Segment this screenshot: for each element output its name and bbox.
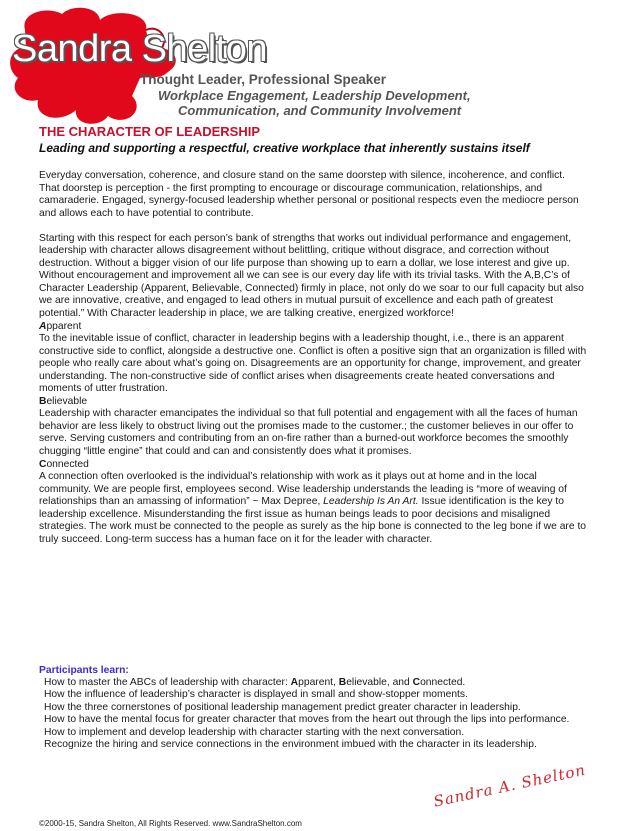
learning-list — [39, 677, 587, 751]
list-item: How to implement and develop leadership with character starting with the next conversation. — [44, 726, 465, 738]
connected-paragraph: A connection often overlooked is the individual’s relationship with work as it plays out at home and in the local community. We are people first, employees second. Wise leadership understands the leading is “more of weaving of relationships than an amassing of information” ~ Max Depree, Leadership Is An Art. Issue identification is the key to leadership excellence. Misunderstanding the first issue as human beings leads to poor decisions and misaligned strategies. The work must be connected to the people as surely as the hip bone is connected to the leg bone if we are to truly succeed. Long-term success has a human face on it for the leader with character. — [39, 471, 587, 545]
list-item: How to master the ABCs of leadership with character: Apparent, Believable, and Connected. — [44, 677, 466, 688]
intro-paragraph: Everyday conversation, coherence, and closure stand on the same doorstep with silence, incoherence, and conflict. That doorstep is perception - the first prompting to encourage or discourage communication, relationships, and camaraderie. Engaged, synergy-focused leadership whether personal or positional respects even the mediocre person and allows each to have potential to contribute. — [39, 170, 579, 219]
brand-name: Sandra Shelton — [12, 28, 267, 70]
connected-heading: Connected — [39, 458, 89, 470]
believable-paragraph: Leadership with character emancipates the individual so that full potential and engagement with all the faces of human behavior are less likely to obstruct living out the promises made to the customer.; the customer believes in our offer to serve. Serving customers and contributing from an on-fire rather than a burned-out workforce becomes the smoothly chugging “little engine” that could and can and consistently does what it promises. — [39, 408, 578, 458]
document-subtitle: Leading and supporting a respectful, creative workplace that inherently sustains itself — [39, 141, 530, 155]
list-item: How the three cornerstones of positional leadership management predict greater character in leadership. — [44, 701, 521, 713]
list-item: Recognize the hiring and service connections in the environment imbued with the character in its leadership. — [44, 739, 537, 751]
list-item: How the influence of leadership’s character is displayed in small and show-stopper moments. — [44, 689, 468, 701]
book-title: Leadership Is An Art. — [323, 496, 419, 508]
document-title: THE CHARACTER OF LEADERSHIP — [39, 124, 261, 139]
signature: Sandra A. Shelton — [432, 760, 588, 811]
apparent-heading: Apparent — [39, 320, 82, 332]
tagline-1: Thought Leader, Professional Speaker — [140, 72, 387, 87]
document-body — [39, 170, 587, 546]
apparent-paragraph: To the inevitable issue of conflict, character in leadership begins with a leadership thought, i.e., there is an apparent constructive side to conflict, alongside a destructive one. Conflict is often a positive sign that an organization is filled with people who really care about what’s going on. Disagreements are an opportunity for change, improvement, and greater understanding. The non-constructive side of conflict arises when disagreements create heated conversations and moments of utter frustration. — [39, 333, 587, 395]
believable-heading: Believable — [39, 395, 88, 407]
footer-copyright: ©2000-15, Sandra Shelton, All Rights Reserved. www.SandraShelton.com — [39, 819, 302, 828]
tagline-2: Workplace Engagement, Leadership Development, — [158, 88, 471, 103]
tagline-3: Communication, and Community Involvement — [178, 103, 462, 118]
list-item: How to have the mental focus for greater character that moves from the heart out through the lips into performance. — [44, 714, 570, 726]
respect-paragraph: Starting with this respect for each person’s bank of strengths that works out individual performance and engagement, leadership with character allows disagreement without belittling, critique without disgrace, and correction without destruction. Without a bigger vision of our life purpose than showing up to earn a dollar, we lose interest and give up. Without encouragement and improvement all we can see is our every day life with its trivial tasks. With the A,B,C’s of Character Leadership (Apparent, Believable, Connected) firmly in place, not only do we soar to our full capacity but also we are innovative, creative, and engaged to lead others in mutual pursuit of excellence and each path of greatest potential.” With Character leadership in place, we are talking creative, energized workforce! — [39, 232, 584, 320]
participants-heading: Participants learn: — [39, 665, 129, 676]
